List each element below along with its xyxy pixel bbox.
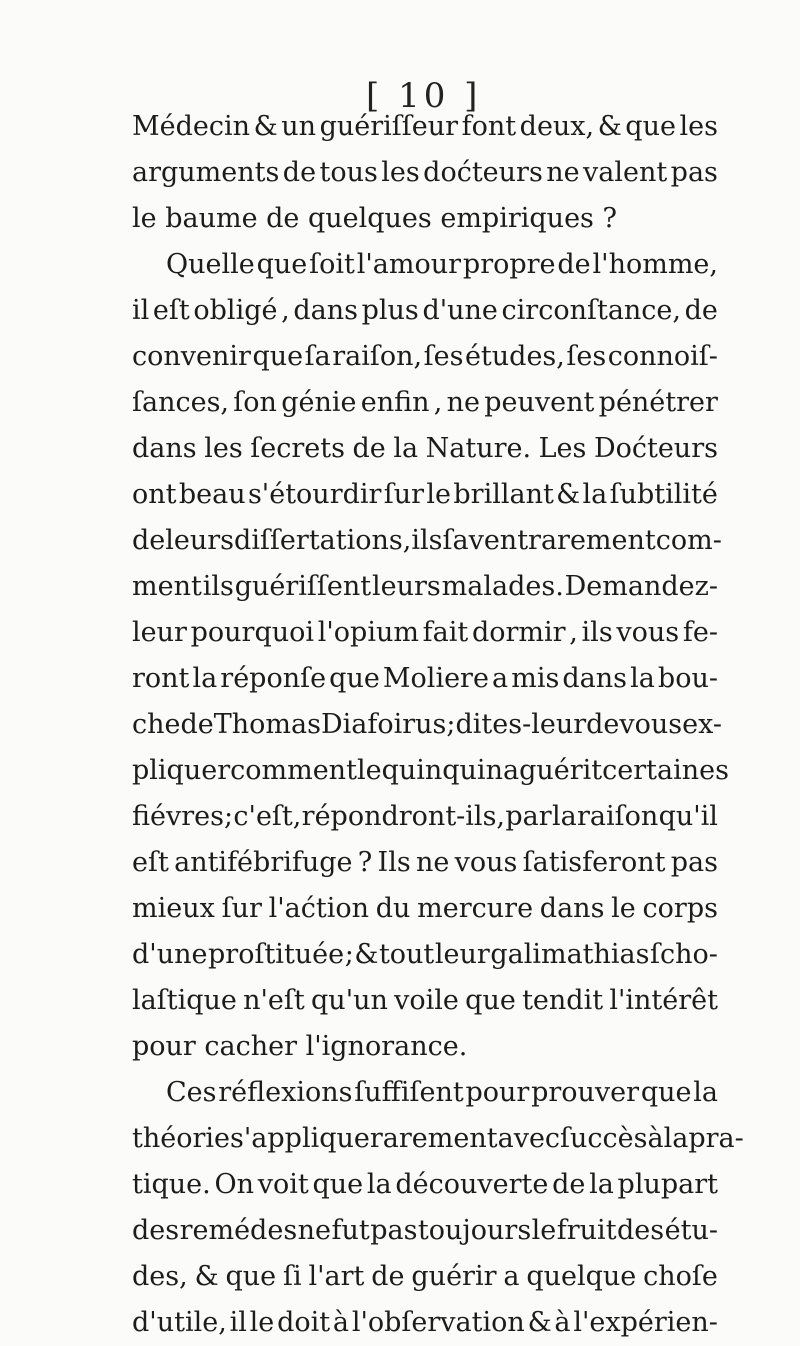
word: la [663,1123,689,1154]
word: Demandez- [564,571,718,602]
word: & [527,1307,552,1338]
word: découverte [395,1169,549,1200]
word: que [465,985,516,1016]
word: fruit [556,1215,617,1246]
word: remédes [179,1215,298,1246]
word: raiſon [576,801,659,832]
word: que [252,341,304,372]
word: , [433,387,443,418]
word: ils [411,525,443,556]
word: eſt [132,847,169,878]
word: voile [394,985,459,1016]
word: de [352,433,386,464]
word: Thomas [213,709,321,740]
word: tout [378,939,435,970]
paragraph-3 [132,1070,744,1346]
word: ſon [233,387,277,418]
word: Médecin [132,111,251,142]
word: que [640,1077,692,1108]
word: raiſon, [332,341,423,372]
word: de [684,295,718,326]
word: qu'il [658,801,718,832]
text-line [132,978,718,1024]
word: leurs [372,571,441,602]
text-line [132,472,718,518]
word: ſubtilité [609,479,718,510]
word: n'eſt [243,985,305,1016]
word: ſcho- [650,939,718,970]
word: ſuffiſent [354,1077,464,1108]
text-line [132,196,718,242]
word: études, [464,341,565,372]
word: leur [132,617,187,648]
word: & [354,939,379,970]
word: , [569,617,578,648]
text-line [132,380,718,426]
word: & [194,1261,219,1292]
word: dans [293,295,358,326]
word: le [531,1215,557,1246]
word: théorie [132,1123,230,1154]
word: , [281,295,290,326]
word: & [556,479,581,510]
word: génie [281,387,357,418]
word: que [225,1261,277,1292]
text-line [132,1208,718,1254]
word: bou- [657,663,718,694]
word: peuvent [484,387,595,418]
word: doit [277,1307,331,1338]
word: par [505,801,552,832]
word: Diafoirus; [320,709,456,740]
word: ſoit [309,249,355,280]
word: l'opium [317,617,419,648]
text-line [132,1254,718,1300]
word: des [132,1215,180,1246]
word: leurs [165,525,235,556]
text-line [132,1162,718,1208]
page-number: [ 10 ] [366,76,482,116]
word: ſances, [132,387,230,418]
word: ſatisferont [522,847,666,878]
word: la [693,1077,718,1108]
word: dormir [471,617,566,648]
word: que [312,1169,364,1200]
word: corps [642,893,718,924]
word: la [393,433,419,464]
word: la [551,801,577,832]
word: de [180,709,214,740]
word: le [426,479,452,510]
word: ne [446,387,480,418]
word: propre [462,249,556,280]
word: pour [465,1077,530,1108]
word: ils [581,617,613,648]
word: dans [132,433,197,464]
word: que [256,249,308,280]
text-line [132,840,718,886]
word: quinquina [381,755,520,786]
word: fait [422,617,469,648]
word: certaines [602,755,729,786]
word: étu- [664,1215,718,1246]
word: ne [297,1215,332,1246]
text-line [132,656,718,702]
word: à [554,1307,571,1338]
word: s'étourdir [247,479,382,510]
word: avec [497,1123,561,1154]
text-line [132,1116,744,1162]
word: c'eſt, [233,801,302,832]
word: font [461,111,517,142]
word: de [282,157,317,188]
word: fut [331,1215,370,1246]
word: ſecrets [250,433,345,464]
word: On [214,1169,254,1200]
word: l'expérien- [573,1307,718,1338]
word: & [253,111,278,142]
word: à [647,1123,664,1154]
word: mercure [417,893,534,924]
word: ils [202,571,234,602]
word: pourquoi [190,617,315,648]
word: de [586,709,620,740]
word: ſuccès [560,1123,648,1154]
word: vous [619,709,683,740]
word: dans [562,663,628,694]
word: ſes [566,341,607,372]
word: a [492,663,509,694]
text-line [132,1024,718,1070]
word: Moliere [382,663,489,694]
word: ont [132,479,177,510]
word: arguments [132,157,280,188]
word: eſt [152,295,190,326]
word: galimathias [490,939,650,970]
word: que [329,663,380,694]
word: choſe [643,1261,718,1292]
word: tous [319,157,378,188]
word: les [204,433,243,464]
word: mis [511,663,560,694]
word: l'amour [356,249,462,280]
text-line [132,288,718,334]
line-text: le baume de quelques empiriques ? [132,203,617,234]
word: la [192,663,218,694]
word: la [589,1169,614,1200]
word: l'obſervation [351,1307,525,1338]
word: Ces [166,1077,217,1108]
word: la [582,479,608,510]
word: Nature. [425,433,532,464]
text-line [132,1300,718,1346]
word: de [371,1261,405,1292]
word: d'une [132,939,208,970]
word: ; [344,939,354,970]
word: pas [370,1215,418,1246]
paragraph-2 [132,242,729,1070]
word: ſur [221,893,262,924]
word: Les [538,433,587,464]
word: ſavent [442,525,529,556]
word: ſi [282,1261,302,1292]
word: laſtique [132,985,237,1016]
word: qu'un [311,985,388,1016]
word: mieux [132,893,215,924]
text-line [132,564,718,610]
word: l'intérêt [609,985,718,1016]
word: d'utile, [132,1307,227,1338]
word: brillant [453,479,554,510]
word: pliquer [132,755,231,786]
text-line [132,748,729,794]
word: comment [230,755,357,786]
word: il [229,1307,247,1338]
word: ment [132,571,202,602]
word: deux, [519,111,595,142]
word: ſur [383,479,425,510]
word: convenir [132,341,251,372]
word: l'aćtion [268,893,370,924]
word: réflexions [218,1077,353,1108]
text-line [132,242,718,288]
word: diſſertations, [234,525,412,556]
text-line [132,610,718,656]
word: la [630,663,655,694]
word: fe- [682,617,718,648]
word: pas [670,157,718,188]
word: fiévres; [132,801,234,832]
word: guériſſeur [319,111,459,142]
line-text: pour cacher l'ignorance. [132,1031,468,1062]
word: les [679,111,718,142]
word: enfin [360,387,430,418]
word: circonſtance, [501,295,681,326]
word: guérir [411,1261,497,1292]
word: il [132,295,150,326]
word: l'art [308,1261,365,1292]
word: le [356,755,382,786]
word: ront [132,663,190,694]
word: proſtituée [208,939,345,970]
word: rarement [528,525,656,556]
word: prouver [531,1077,640,1108]
word: guérit [519,755,603,786]
word: antifébrifuge [174,847,353,878]
body-text [132,104,744,1346]
word: s'applique [230,1123,370,1154]
word: l'homme, [592,249,718,280]
word: toujours [417,1215,532,1246]
word: & [597,111,622,142]
word: pas [670,847,718,878]
word: dites-leur [455,709,587,740]
word: d'une [422,295,498,326]
word: guériſſent [234,571,372,602]
word: obligé [193,295,278,326]
text-line [132,334,718,380]
word: que [625,111,676,142]
word: pénétrer [598,387,718,418]
word: connoiſ- [607,341,718,372]
word: pra- [688,1123,744,1154]
text-line [132,1070,718,1116]
text-line [132,104,718,150]
word: la [366,1169,392,1200]
word: tique. [132,1169,211,1200]
word: plupart [617,1169,718,1200]
word: a [503,1261,520,1292]
word: le [249,1307,275,1338]
word: che [132,709,181,740]
word: dans [539,893,605,924]
word: des, [132,1261,188,1292]
word: quelque [526,1261,637,1292]
word: leur [434,939,490,970]
word: valent [583,157,668,188]
word: de [557,249,591,280]
text-line [132,426,718,472]
word: le [611,893,636,924]
text-line [132,150,718,196]
text-line [132,702,723,748]
word: voit [257,1169,309,1200]
word: beau [178,479,246,510]
word: rarement [369,1123,498,1154]
text-line [132,886,718,932]
word: Quelle [166,249,255,280]
word: du [375,893,411,924]
word: Ils [377,847,411,878]
word: com- [655,525,722,556]
word: vous [616,617,680,648]
word: ex- [682,709,723,740]
word: des [617,1215,665,1246]
word: ne [415,847,450,878]
word: ? [357,847,373,878]
word: un [281,111,316,142]
word: plus [361,295,419,326]
word: à [332,1307,350,1338]
paragraph-1 [132,104,718,242]
text-line [132,518,722,564]
word: ne [546,157,580,188]
word: les [381,157,420,188]
word: ſes [423,341,464,372]
word: répondront-ils, [301,801,506,832]
word: de [552,1169,586,1200]
word: Doćteurs [593,433,718,464]
word: réponſe [220,663,327,694]
word: de [132,525,166,556]
word: ſa [304,341,331,372]
word: vous [454,847,518,878]
word: doćteurs [423,157,543,188]
word: malades. [441,571,564,602]
text-line [132,932,718,978]
text-line [132,794,718,840]
word: tendit [522,985,604,1016]
